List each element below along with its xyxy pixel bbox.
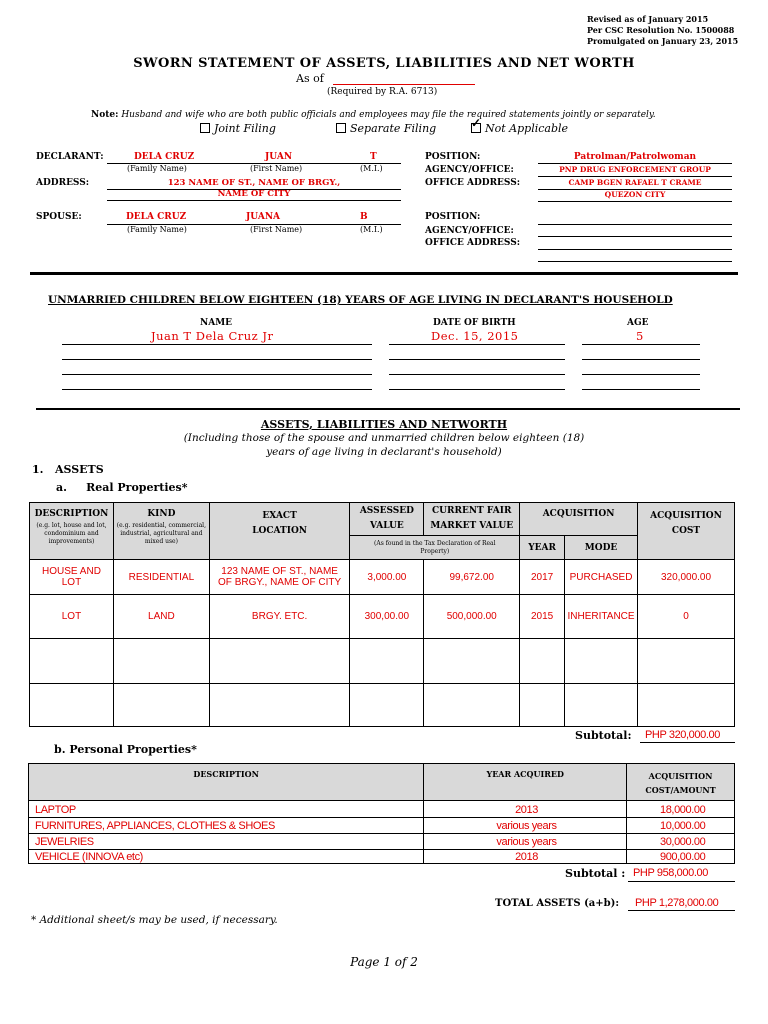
position-label: POSITION: <box>425 152 481 162</box>
personal-row4-year: 2018 <box>515 851 538 863</box>
real-subtotal-rule <box>640 742 735 743</box>
child-row-line <box>582 389 700 390</box>
agency-label: AGENCY/OFFICE: <box>425 165 514 175</box>
col-kind-header <box>113 503 209 560</box>
real-properties-heading: a. Real Properties* <box>56 481 188 494</box>
child-row-line <box>62 359 372 360</box>
col-location-header <box>209 503 350 560</box>
spouse-position-label: POSITION: <box>425 212 481 222</box>
child-row-line <box>582 374 700 375</box>
row1-description: HOUSE AND LOT <box>30 560 114 595</box>
personal-row1-year: 2013 <box>515 804 538 816</box>
personal-row4-cost: 900,00.00 <box>660 851 706 863</box>
child-row-line <box>62 389 372 390</box>
revised-date: Revised as of January 2015 <box>587 14 709 24</box>
address-label: ADDRESS: <box>36 178 90 188</box>
spouse-agency-rule <box>538 236 732 237</box>
col-cost-title-1: ACQUISITION <box>650 511 722 521</box>
real-subtotal-value: PHP 320,000.00 <box>645 729 720 741</box>
address-line-1: 123 NAME OF ST., NAME OF BRGY., <box>167 178 341 188</box>
personal-col-cost-2: COST/AMOUNT <box>645 785 716 795</box>
row2-description: LOT <box>30 595 114 639</box>
row1-mode: PURCHASED <box>565 560 638 595</box>
personal-col-year: YEAR ACQUIRED <box>424 764 627 801</box>
child-row-line <box>389 374 565 375</box>
personal-row1-cost: 18,000.00 <box>660 804 706 816</box>
col-mode-header: MODE <box>565 536 638 560</box>
required-by: (Required by R.A. 6713) <box>327 87 438 97</box>
spouse-office-rule-2 <box>538 261 732 262</box>
declarant-mi-caption: (M.I.) <box>360 164 383 173</box>
child-row-line <box>389 344 565 345</box>
personal-row-rule <box>28 849 735 850</box>
not-applicable-option[interactable] <box>471 116 569 135</box>
spouse-position-rule <box>538 224 732 225</box>
row1-assessed: 3,000.00 <box>350 560 424 595</box>
col-location-title-2: LOCATION <box>252 526 308 536</box>
separate-filing-checkbox[interactable] <box>336 123 346 133</box>
row2-year: 2015 <box>520 595 565 639</box>
page-number: Page 1 of 2 <box>350 955 418 969</box>
spouse-office-rule-1 <box>538 249 732 250</box>
page-title: SWORN STATEMENT OF ASSETS, LIABILITIES AND NET WORTH <box>133 56 635 71</box>
row2-assessed: 300,00.00 <box>350 595 424 639</box>
personal-row4-description: VEHICLE (INNOVA etc) <box>35 851 143 863</box>
personal-header-row <box>29 764 735 801</box>
col-fmv-title-2: MARKET VALUE <box>430 521 514 531</box>
personal-row2-description: FURNITURES, APPLIANCES, CLOTHES & SHOES <box>35 820 275 832</box>
promulgated-date: Promulgated on January 23, 2015 <box>587 36 739 46</box>
address-line-2: NAME OF CITY <box>217 189 291 199</box>
table-row <box>30 639 735 684</box>
row2-cost: 0 <box>638 595 735 639</box>
declarant-label: DECLARANT: <box>36 152 104 162</box>
real-subtotal-label: Subtotal: <box>575 729 632 742</box>
child-row-line <box>389 359 565 360</box>
row1-location: 123 NAME OF ST., NAME OF BRGY., NAME OF CITY <box>209 560 350 595</box>
child-row-line <box>62 344 372 345</box>
col-location-title-1: EXACT <box>262 511 297 521</box>
personal-row1-description: LAPTOP <box>35 804 76 816</box>
declarant-first-name: JUAN <box>265 152 293 162</box>
section-divider-1 <box>30 272 738 275</box>
row1-fmv: 99,672.00 <box>424 560 520 595</box>
col-description-header <box>30 503 114 560</box>
alnw-heading: ASSETS, LIABILITIES AND NETWORTH <box>260 418 508 431</box>
personal-row3-cost: 30,000.00 <box>660 836 706 848</box>
personal-subtotal-value: PHP 958,000.00 <box>633 867 708 879</box>
personal-row2-year: various years <box>496 820 557 832</box>
col-fmv-title-1: CURRENT FAIR <box>432 506 512 516</box>
table-row <box>30 560 735 595</box>
office-rule-2 <box>538 201 732 202</box>
spouse-mi: B <box>360 212 368 222</box>
office-address-line-2: QUEZON CITY <box>604 190 666 199</box>
office-address-label: OFFICE ADDRESS: <box>425 178 521 188</box>
child-row-line <box>582 359 700 360</box>
row2-location: BRGY. ETC. <box>209 595 350 639</box>
spouse-label: SPOUSE: <box>36 212 82 222</box>
child-name: Juan T Dela Cruz Jr <box>151 329 274 343</box>
total-assets-value: PHP 1,278,000.00 <box>635 897 719 909</box>
spouse-agency-label: AGENCY/OFFICE: <box>425 226 514 236</box>
footnote: * Additional sheet/s may be used, if necessary. <box>31 914 278 926</box>
child-dob: Dec. 15, 2015 <box>431 329 519 343</box>
joint-filing-option[interactable] <box>200 122 276 135</box>
spouse-family-caption: (Family Name) <box>127 225 187 234</box>
note-label: Note: <box>91 110 119 120</box>
declarant-agency: PNP DRUG ENFORCEMENT GROUP <box>559 165 711 174</box>
joint-filing-checkbox[interactable] <box>200 123 210 133</box>
declarant-family-name: DELA CRUZ <box>134 152 195 162</box>
child-row-line <box>582 344 700 345</box>
declarant-position: Patrolman/Patrolwoman <box>573 152 697 162</box>
col-year-header: YEAR <box>520 536 565 560</box>
alnw-subtitle-2: years of age living in declarant's household) <box>266 446 502 458</box>
children-col-age: AGE <box>627 318 649 328</box>
col-description-sub: (e.g. lot, house and lot, condominium and improvements) <box>36 522 107 545</box>
personal-col-cost <box>627 764 735 801</box>
tax-declaration-note: (As found in the Tax Declaration of Real Property) <box>350 536 520 560</box>
col-fmv-header <box>424 503 520 536</box>
table-row <box>30 595 735 639</box>
as-of-label: As of <box>296 72 324 85</box>
spouse-family-name: DELA CRUZ <box>126 212 187 222</box>
personal-row2-cost: 10,000.00 <box>660 820 706 832</box>
col-acquisition-header: ACQUISITION <box>520 503 638 536</box>
row1-kind: RESIDENTIAL <box>113 560 209 595</box>
col-description-title: DESCRIPTION <box>34 509 109 519</box>
note <box>91 110 656 120</box>
personal-col-description: DESCRIPTION <box>29 764 424 801</box>
row2-fmv: 500,000.00 <box>424 595 520 639</box>
real-properties-table <box>29 502 735 727</box>
address-rule-2 <box>107 200 401 201</box>
row2-mode: INHERITANCE <box>565 595 638 639</box>
csc-resolution: Per CSC Resolution No. 1500088 <box>587 25 735 35</box>
col-assessed-title-2: VALUE <box>369 521 404 531</box>
declarant-mi: T <box>370 152 377 162</box>
children-heading: UNMARRIED CHILDREN BELOW EIGHTEEN (18) YEARS OF AGE LIVING IN DECLARANT'S HOUSEHOLD <box>48 294 673 306</box>
col-cost-header <box>638 503 735 560</box>
col-kind-sub: (e.g. residential, commercial, industrial, agricultural and mixed use) <box>116 522 206 545</box>
spouse-first-caption: (First Name) <box>250 225 303 234</box>
section-divider-2 <box>36 408 740 410</box>
not-applicable-checkbox[interactable] <box>471 116 482 133</box>
personal-col-cost-1: ACQUISITION <box>648 771 713 781</box>
personal-row-rule <box>28 833 735 834</box>
child-row-line <box>62 374 372 375</box>
row1-cost: 320,000.00 <box>638 560 735 595</box>
note-text: Husband and wife who are both public officials and employees may file the required statements jointly or separately. <box>121 110 656 120</box>
personal-row3-description: JEWELRIES <box>35 836 94 848</box>
agency-rule <box>538 176 732 177</box>
alnw-subtitle-1: (Including those of the spouse and unmarried children below eighteen (18) <box>183 432 585 444</box>
revision-info <box>587 14 738 47</box>
col-assessed-title-1: ASSESSED <box>359 506 414 516</box>
office-address-line-1: CAMP BGEN RAFAEL T CRAME <box>568 178 702 187</box>
spouse-first-name: JUANA <box>246 212 281 222</box>
total-assets-label: TOTAL ASSETS (a+b): <box>495 898 620 909</box>
child-age: 5 <box>636 329 644 343</box>
check-mark-icon: ✓ <box>471 116 482 130</box>
personal-row3-year: various years <box>496 836 557 848</box>
personal-subtotal-label: Subtotal : <box>565 867 626 880</box>
spouse-office-label: OFFICE ADDRESS: <box>425 238 521 248</box>
child-row-line <box>389 389 565 390</box>
personal-subtotal-rule <box>628 881 735 882</box>
position-rule <box>538 163 732 164</box>
assets-heading: 1. ASSETS <box>32 463 104 476</box>
as-of-field[interactable] <box>333 84 475 85</box>
children-col-name: NAME <box>200 318 233 328</box>
separate-filing-option[interactable] <box>336 122 436 135</box>
col-kind-title: KIND <box>147 509 176 519</box>
row1-year: 2017 <box>520 560 565 595</box>
personal-properties-heading: b. Personal Properties* <box>54 743 197 756</box>
personal-row-rule <box>28 817 735 818</box>
col-assessed-header <box>350 503 424 536</box>
row2-kind: LAND <box>113 595 209 639</box>
table-row <box>30 684 735 727</box>
children-col-dob: DATE OF BIRTH <box>433 318 516 328</box>
declarant-first-caption: (First Name) <box>250 164 303 173</box>
col-cost-title-2: COST <box>671 526 701 536</box>
total-assets-rule <box>628 910 735 911</box>
spouse-mi-caption: (M.I.) <box>360 225 383 234</box>
joint-filing-label: Joint Filing <box>214 122 276 135</box>
not-applicable-label: Not Applicable <box>485 122 569 135</box>
separate-filing-label: Separate Filing <box>350 122 437 135</box>
declarant-family-caption: (Family Name) <box>127 164 187 173</box>
